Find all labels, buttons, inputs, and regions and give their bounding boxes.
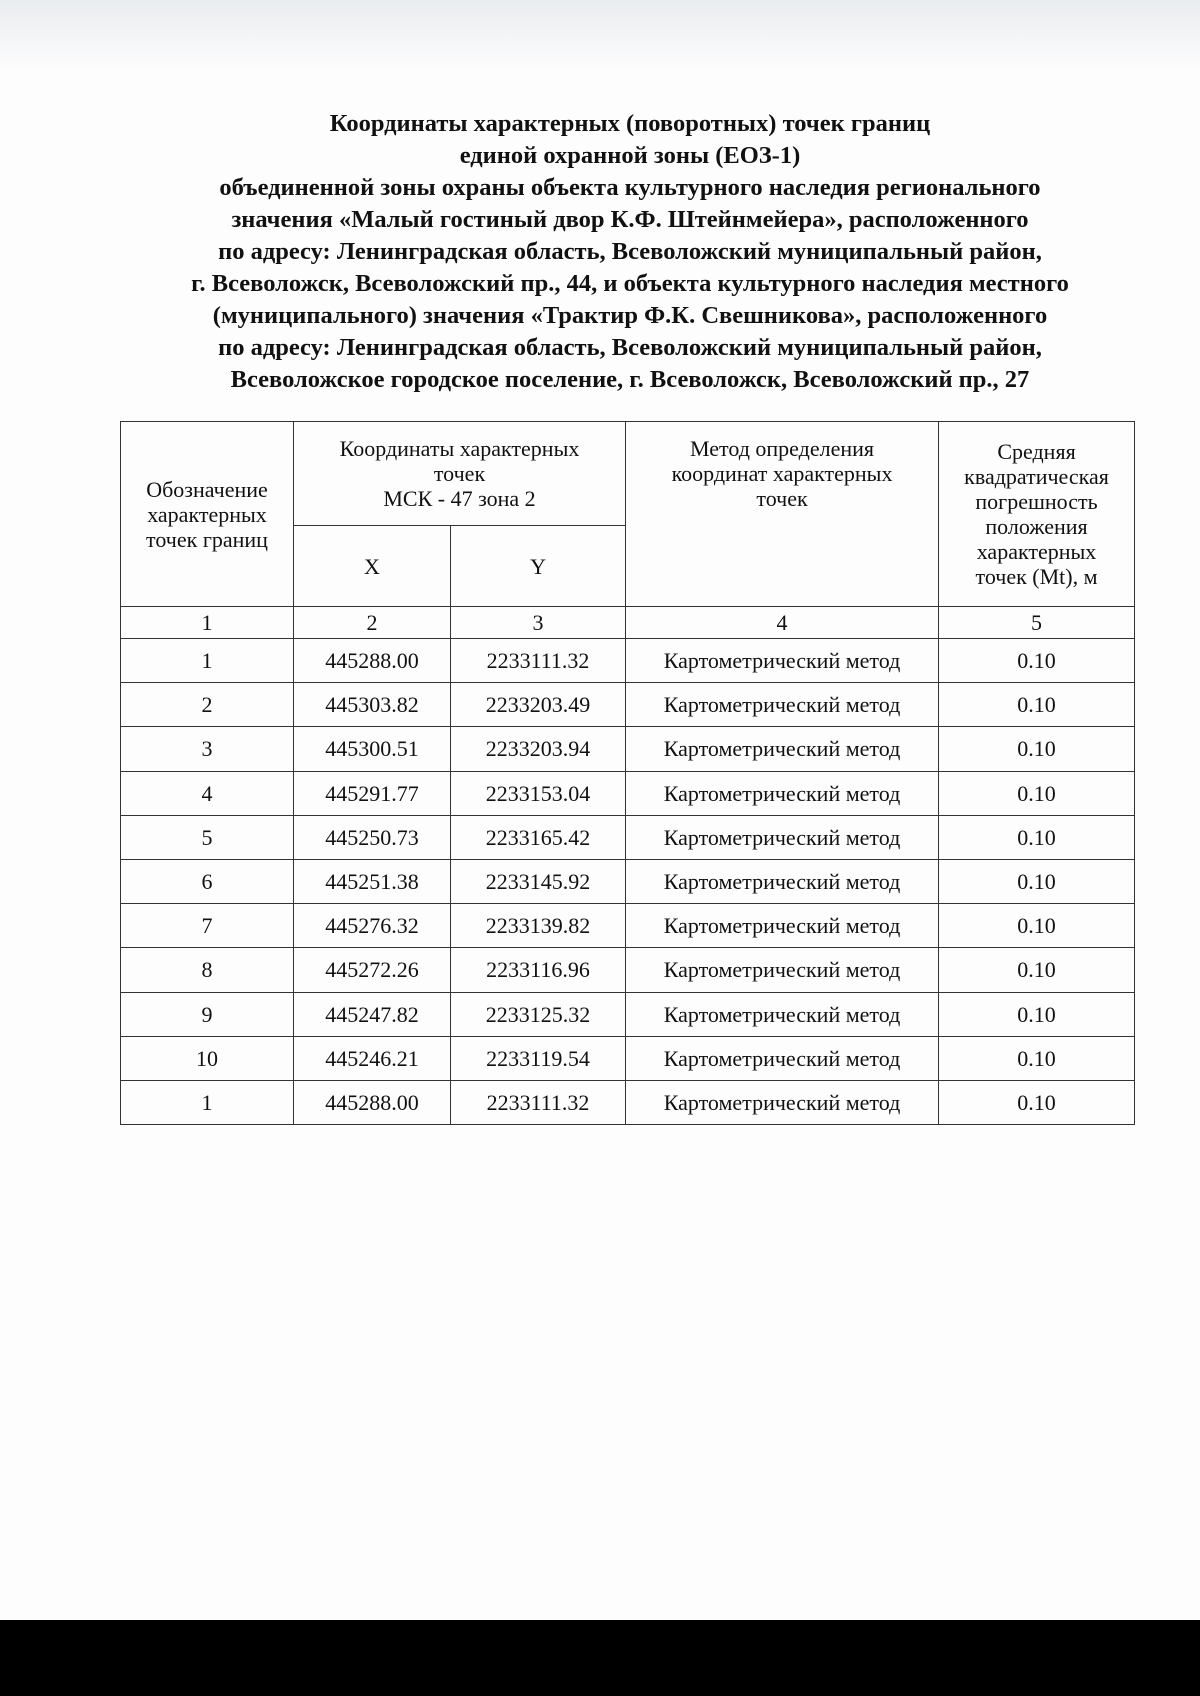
table-row [121, 683, 1135, 727]
table-row [121, 1036, 1135, 1080]
cell-method: Картометрический метод [626, 639, 939, 683]
header-x: X [294, 526, 451, 607]
title-line: Всеволожское городское поселение, г. Всеволожск, Всеволожский пр., 27 [230, 366, 1030, 393]
table-header-row [121, 422, 1135, 526]
cell-error: 0.10 [939, 1036, 1135, 1080]
cell-point: 3 [121, 727, 294, 771]
cell-point: 4 [121, 771, 294, 815]
header-y: Y [451, 526, 626, 607]
table-row [121, 1080, 1135, 1124]
cell-y: 2233111.32 [451, 1080, 626, 1124]
table-row [121, 771, 1135, 815]
cell-point: 8 [121, 948, 294, 992]
cell-y: 2233116.96 [451, 948, 626, 992]
table-row [121, 727, 1135, 771]
cell-point: 1 [121, 1080, 294, 1124]
cell-error: 0.10 [939, 815, 1135, 859]
cell-y: 2233145.92 [451, 859, 626, 903]
column-number: 1 [121, 607, 294, 639]
cell-y: 2233203.49 [451, 683, 626, 727]
coordinates-table [120, 421, 1135, 1125]
cell-y: 2233119.54 [451, 1036, 626, 1080]
cell-x: 445288.00 [294, 639, 451, 683]
cell-error: 0.10 [939, 992, 1135, 1036]
cell-x: 445247.82 [294, 992, 451, 1036]
cell-x: 445250.73 [294, 815, 451, 859]
cell-method: Картометрический метод [626, 1036, 939, 1080]
cell-method: Картометрический метод [626, 771, 939, 815]
cell-error: 0.10 [939, 727, 1135, 771]
column-numbers-row [121, 607, 1135, 639]
column-number: 3 [451, 607, 626, 639]
title-line: г. Всеволожск, Всеволожский пр., 44, и объекта культурного наследия местного [191, 270, 1069, 297]
cell-y: 2233111.32 [451, 639, 626, 683]
cell-error: 0.10 [939, 904, 1135, 948]
header-coordinates: Координаты характерных точек МСК - 47 зона 2 [294, 422, 626, 526]
cell-method: Картометрический метод [626, 815, 939, 859]
cell-x: 445300.51 [294, 727, 451, 771]
scan-bottom-border [0, 1620, 1200, 1696]
cell-error: 0.10 [939, 639, 1135, 683]
cell-y: 2233165.42 [451, 815, 626, 859]
table-row [121, 992, 1135, 1036]
cell-point: 7 [121, 904, 294, 948]
cell-x: 445303.82 [294, 683, 451, 727]
table-row [121, 904, 1135, 948]
header-point-designation: Обозначение характерных точек границ [121, 422, 294, 607]
cell-y: 2233153.04 [451, 771, 626, 815]
cell-error: 0.10 [939, 771, 1135, 815]
column-number: 5 [939, 607, 1135, 639]
table-row [121, 639, 1135, 683]
title-line: значения «Малый гостиный двор К.Ф. Штейнмейера», расположенного [231, 206, 1029, 233]
document-title [60, 108, 1200, 396]
scan-shading [0, 0, 1200, 70]
cell-x: 445288.00 [294, 1080, 451, 1124]
cell-method: Картометрический метод [626, 904, 939, 948]
column-number: 4 [626, 607, 939, 639]
cell-error: 0.10 [939, 859, 1135, 903]
column-number: 2 [294, 607, 451, 639]
title-line: по адресу: Ленинградская область, Всеволожский муниципальный район, [218, 334, 1042, 361]
title-line: (муниципального) значения «Трактир Ф.К. Свешникова», расположенного [212, 302, 1048, 329]
cell-method: Картометрический метод [626, 727, 939, 771]
header-error: Средняя квадратическая погрешность положения характерных точек (Mt), м [939, 422, 1135, 607]
cell-y: 2233203.94 [451, 727, 626, 771]
table-row [121, 948, 1135, 992]
table-row [121, 815, 1135, 859]
cell-point: 2 [121, 683, 294, 727]
cell-error: 0.10 [939, 1080, 1135, 1124]
title-line: объединенной зоны охраны объекта культурного наследия регионального [219, 174, 1041, 201]
cell-error: 0.10 [939, 948, 1135, 992]
cell-point: 6 [121, 859, 294, 903]
cell-point: 9 [121, 992, 294, 1036]
cell-x: 445276.32 [294, 904, 451, 948]
cell-x: 445251.38 [294, 859, 451, 903]
title-line: Координаты характерных (поворотных) точек границ [329, 110, 931, 137]
cell-y: 2233139.82 [451, 904, 626, 948]
cell-method: Картометрический метод [626, 1080, 939, 1124]
header-method: Метод определения координат характерных точек [626, 422, 939, 607]
cell-method: Картометрический метод [626, 859, 939, 903]
cell-point: 10 [121, 1036, 294, 1080]
cell-x: 445291.77 [294, 771, 451, 815]
cell-x: 445272.26 [294, 948, 451, 992]
cell-point: 5 [121, 815, 294, 859]
cell-error: 0.10 [939, 683, 1135, 727]
cell-method: Картометрический метод [626, 992, 939, 1036]
cell-method: Картометрический метод [626, 683, 939, 727]
title-line: по адресу: Ленинградская область, Всеволожский муниципальный район, [218, 238, 1042, 265]
cell-x: 445246.21 [294, 1036, 451, 1080]
cell-method: Картометрический метод [626, 948, 939, 992]
table-row [121, 859, 1135, 903]
cell-y: 2233125.32 [451, 992, 626, 1036]
title-line: единой охранной зоны (ЕОЗ-1) [459, 142, 801, 169]
cell-point: 1 [121, 639, 294, 683]
